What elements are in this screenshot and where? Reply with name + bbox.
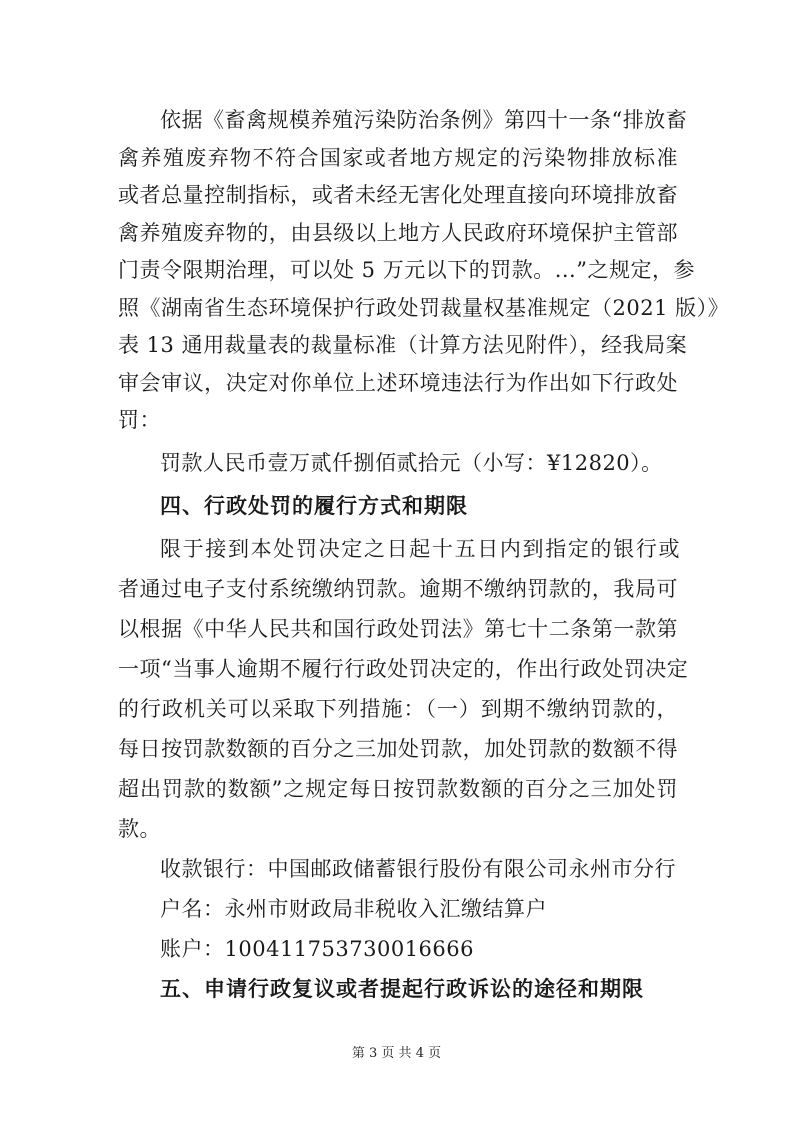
section-4-line-6: 每日按罚款数额的百分之三加处罚款，加处罚款的数额不得	[118, 737, 678, 761]
section-4-heading: 四、行政处罚的履行方式和期限	[160, 494, 468, 518]
paragraph-1-line-8: 审会审议，决定对你单位上述环境违法行为作出如下行政处	[118, 370, 678, 395]
section-4-line-7: 超出罚款的数额”之规定每日按罚款数额的百分之三加处罚	[118, 777, 678, 801]
paragraph-1-line-5: 门责令限期治理，可以处 5 万元以下的罚款。...”之规定，参	[118, 258, 695, 282]
paragraph-1-line-1: 依据《畜禽规模养殖污染防治条例》第四十一条“排放畜	[160, 108, 688, 132]
paragraph-1-line-7: 表 13 通用裁量表的裁量标准（计算方法见附件），经我局案	[118, 333, 688, 357]
account-name: 户名：永州市财政局非税收入汇缴结算户	[160, 897, 547, 921]
section-4-line-3: 以根据《中华人民共和国行政处罚法》第七十二条第一款第	[118, 617, 678, 641]
paragraph-1-line-4: 禽养殖废弃物的，由县级以上地方人民政府环境保护主管部	[118, 220, 678, 245]
section-4-line-4: 一项“当事人逾期不履行行政处罚决定的，作出行政处罚决定	[118, 657, 689, 681]
section-4-line-1: 限于接到本处罚决定之日起十五日内到指定的银行或	[160, 537, 680, 561]
bank-name: 收款银行：中国邮政储蓄银行股份有限公司永州市分行	[160, 857, 676, 881]
penalty-amount: 罚款人民币壹万贰仟捌佰贰拾元（小写：¥12820）。	[160, 451, 663, 475]
section-4-line-2: 者通过电子支付系统缴纳罚款。逾期不缴纳罚款的，我局可	[118, 577, 678, 601]
paragraph-1-line-2: 禽养殖废弃物不符合国家或者地方规定的污染物排放标准	[118, 145, 678, 170]
paragraph-1-line-3: 或者总量控制指标，或者未经无害化处理直接向环境排放畜	[118, 183, 678, 207]
paragraph-1-line-6: 照《湖南省生态环境保护行政处罚裁量权基准规定（2021 版）》	[118, 295, 730, 320]
paragraph-1-line-9: 罚：	[118, 408, 161, 432]
section-4-line-8: 款。	[118, 817, 161, 841]
page-number-footer: 第 3 页 共 4 页	[351, 1046, 442, 1061]
account-number: 账户：100411753730016666	[160, 937, 474, 961]
section-4-line-5: 的行政机关可以采取下列措施：（一）到期不缴纳罚款的，	[118, 697, 678, 721]
section-5-heading: 五、申请行政复议或者提起行政诉讼的途径和期限	[160, 977, 644, 1001]
